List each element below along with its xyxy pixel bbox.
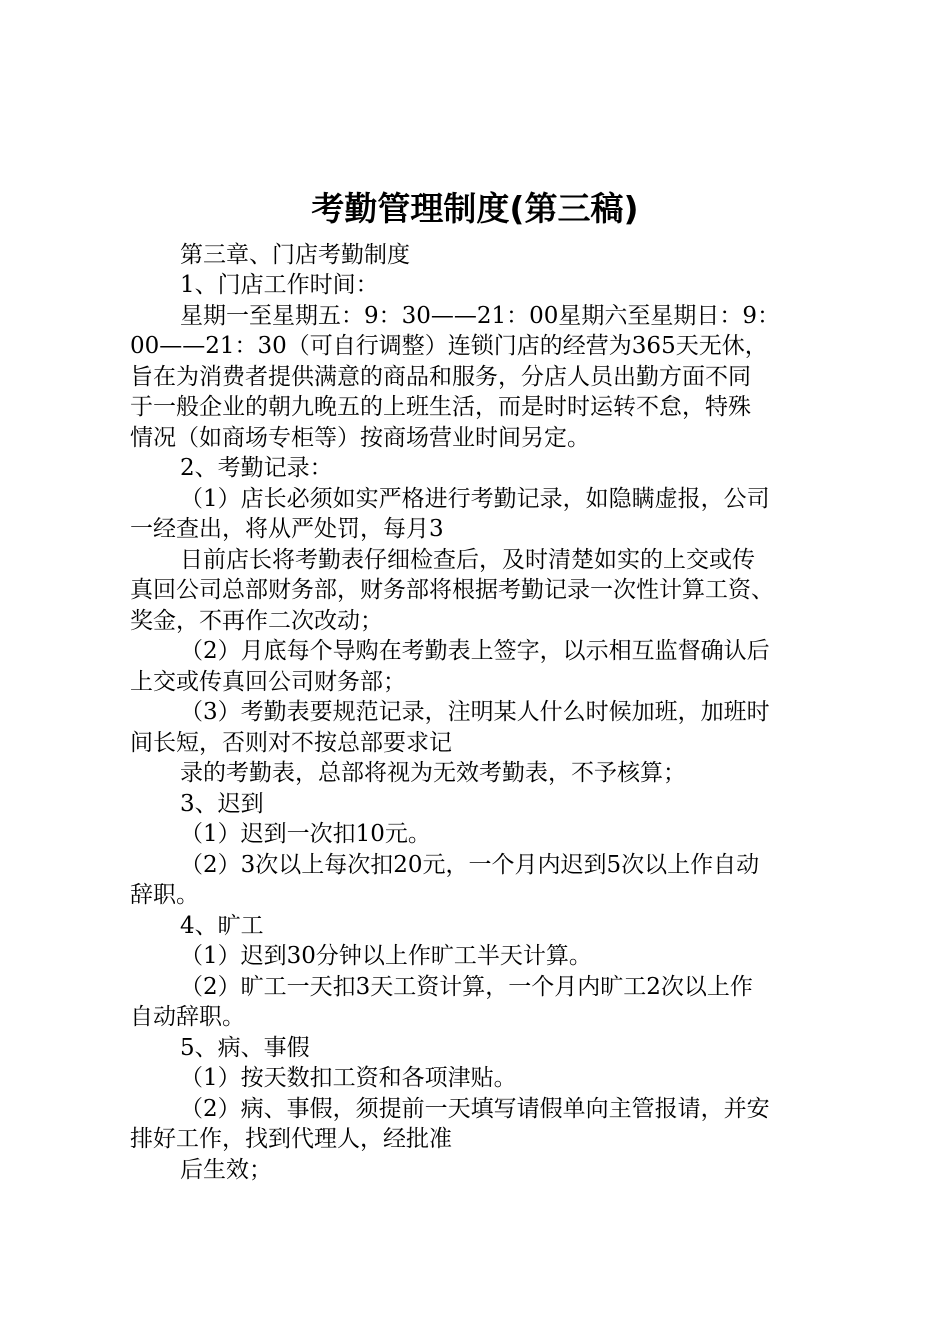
- paragraph-line: 上交或传真回公司财务部；: [130, 669, 406, 695]
- document-title: 考勤管理制度(第三稿): [311, 189, 639, 228]
- paragraph-line: 日前店长将考勤表仔细检查后，及时清楚如实的上交或传: [180, 547, 755, 573]
- section-heading-absenteeism: 4、旷工: [180, 913, 264, 939]
- paragraph-line: 自动辞职。: [130, 1004, 245, 1030]
- paragraph-line: （1）按天数扣工资和各项津贴。: [180, 1065, 517, 1091]
- paragraph-line: 旨在为消费者提供满意的商品和服务，分店人员出勤方面不同: [130, 364, 751, 390]
- paragraph-line: 真回公司总部财务部，财务部将根据考勤记录一次性计算工资、: [130, 577, 774, 603]
- paragraph-line: （2）月底每个导购在考勤表上签字，以示相互监督确认后: [180, 638, 770, 664]
- section-heading-leave: 5、病、事假: [180, 1035, 310, 1061]
- section-heading-lateness: 3、迟到: [180, 791, 264, 817]
- paragraph-line: 排好工作，找到代理人，经批准: [130, 1126, 452, 1152]
- paragraph-line: （2）3次以上每次扣20元，一个月内迟到5次以上作自动: [180, 852, 760, 878]
- paragraph-line: 情况（如商场专柜等）按商场营业时间另定。: [130, 425, 590, 451]
- paragraph-line: 辞职。: [130, 882, 199, 908]
- paragraph-line: （1）迟到一次扣10元。: [180, 821, 431, 847]
- paragraph-line: （2）病、事假，须提前一天填写请假单向主管报请，并安: [180, 1096, 770, 1122]
- paragraph-line: （1）迟到30分钟以上作旷工半天计算。: [180, 943, 592, 969]
- paragraph-line: 录的考勤表，总部将视为无效考勤表，不予核算；: [180, 760, 686, 786]
- paragraph-line: （1）店长必须如实严格进行考勤记录，如隐瞒虚报，公司: [180, 486, 770, 512]
- paragraph-line: 一经查出，将从严处罚，每月3: [130, 516, 444, 542]
- chapter-heading: 第三章、门店考勤制度: [180, 242, 410, 268]
- section-heading-attendance-record: 2、考勤记录：: [180, 455, 333, 481]
- paragraph-line: 间长短，否则对不按总部要求记: [130, 730, 452, 756]
- paragraph-line: （3）考勤表要规范记录，注明某人什么时候加班，加班时: [180, 699, 770, 725]
- paragraph-line: 奖金，不再作二次改动；: [130, 608, 383, 634]
- paragraph-line: 于一般企业的朝九晚五的上班生活，而是时时运转不怠，特殊: [130, 394, 751, 420]
- paragraph-line: 星期一至星期五：9：30——21：00星期六至星期日：9：: [180, 303, 781, 329]
- paragraph-line: （2）旷工一天扣3天工资计算，一个月内旷工2次以上作: [180, 974, 753, 1000]
- paragraph-line: 00——21：30（可自行调整）连锁门店的经营为365天无休，: [130, 333, 768, 359]
- section-heading-work-hours: 1、门店工作时间：: [180, 272, 379, 298]
- paragraph-line: 后生效；: [180, 1157, 272, 1183]
